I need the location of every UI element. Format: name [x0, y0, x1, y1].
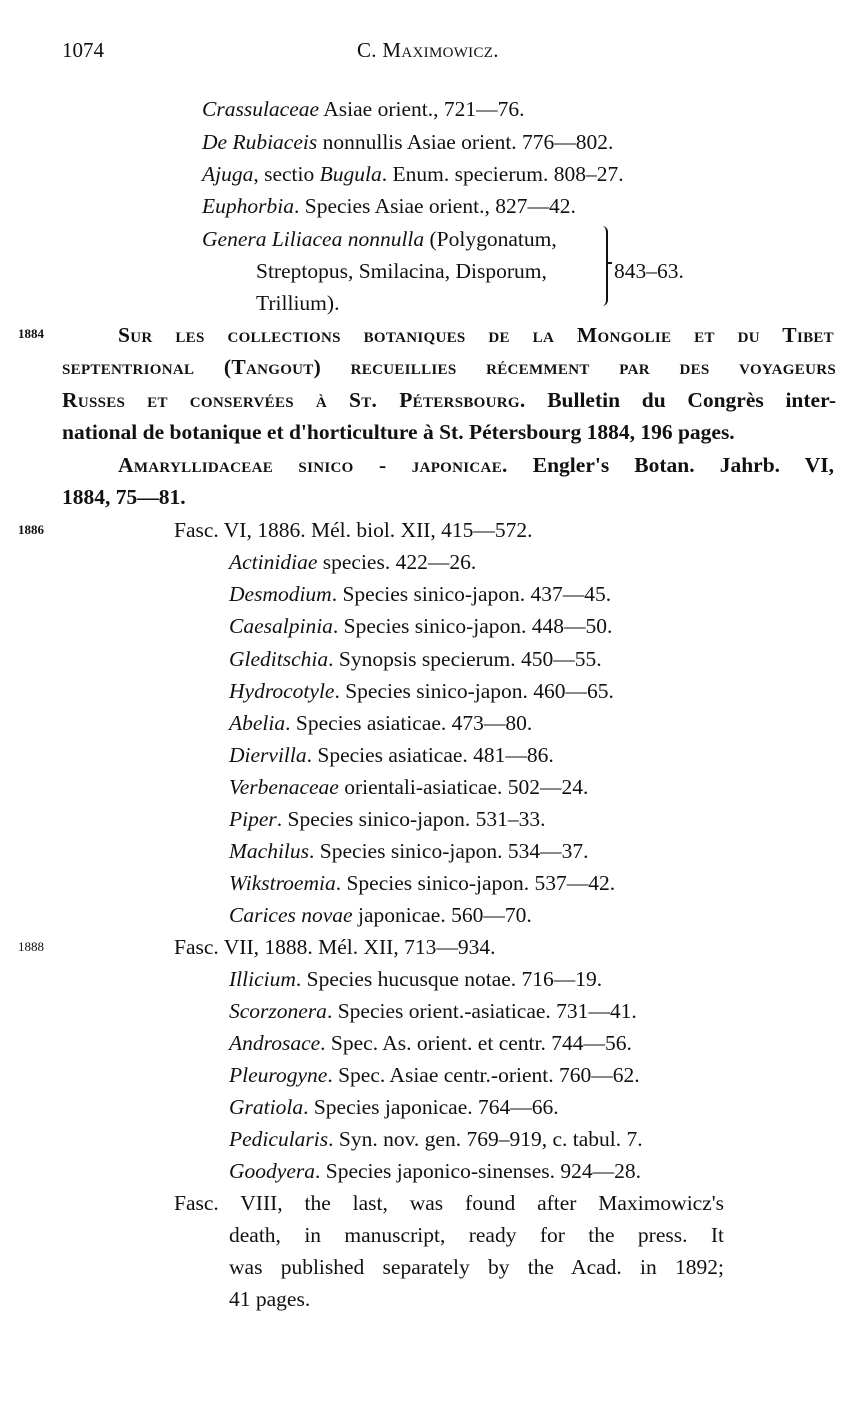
list-item: Scorzonera. Species orient.-asiaticae. 731—41. — [229, 999, 637, 1023]
list-item: De Rubiaceis nonnullis Asiae orient. 776—802. — [202, 130, 614, 154]
publication-title: septentrional (Tangout) recueillies récemment par des voyageurs — [62, 355, 836, 379]
list-item: Illicium. Species hucusque notae. 716—19. — [229, 967, 603, 991]
list-item: Androsace. Spec. As. orient. et centr. 744—56. — [229, 1031, 632, 1055]
fascicle-heading: Fasc. VI, 1886. Mél. biol. XII, 415—572. — [174, 518, 533, 542]
year-marker: 1888 — [18, 939, 44, 954]
page-range: 843–63. — [614, 259, 684, 283]
publication-title: Amaryllidaceae sinico - japonicae. Engler's Botan. Jahrb. VI, — [118, 453, 834, 477]
list-item: Pedicularis. Syn. nov. gen. 769–919, c. tabul. 7. — [229, 1127, 643, 1151]
year-marker: 1886 — [18, 522, 44, 537]
list-item: Wikstroemia. Species sinico-japon. 537—42. — [229, 871, 616, 895]
list-item: Goodyera. Species japonico-sinenses. 924—28. — [229, 1159, 642, 1183]
list-item: Diervilla. Species asiaticae. 481—86. — [229, 743, 554, 767]
note-text: death, in manuscript, ready for the press. It — [229, 1223, 724, 1247]
list-item: Piper. Species sinico-japon. 531–33. — [229, 807, 546, 831]
list-item: Ajuga, sectio Bugula. Enum. specierum. 808–27. — [202, 162, 624, 186]
list-item: Crassulaceae Asiae orient., 721—76. — [202, 97, 525, 121]
note-text: was published separately by the Acad. in 1892; — [229, 1255, 724, 1279]
page-number: 1074 — [62, 38, 104, 62]
list-item: Euphorbia. Species Asiae orient., 827—42. — [202, 194, 576, 218]
fascicle-heading: Fasc. VII, 1888. Mél. XII, 713—934. — [174, 935, 496, 959]
note-text: Fasc. VIII, the last, was found after Maximowicz's — [174, 1191, 724, 1215]
year-marker: 1884 — [18, 326, 44, 341]
list-item: Hydrocotyle. Species sinico-japon. 460—65. — [229, 679, 614, 703]
list-item: Desmodium. Species sinico-japon. 437—45. — [229, 582, 612, 606]
running-title: C. Maximowicz. — [357, 38, 499, 62]
list-item: Genera Liliacea nonnulla (Polygonatum, — [202, 227, 557, 251]
list-item: Machilus. Species sinico-japon. 534—37. — [229, 839, 589, 863]
publication-source: 1884, 75—81. — [62, 485, 186, 509]
publication-source: national de botanique et d'horticulture à St. Pétersbourg 1884, 196 pages. — [62, 420, 735, 444]
publication-title: Russes et conservées à St. Pétersbourg. Bulletin du Congrès inter- — [62, 388, 836, 412]
list-item-continuation: Streptopus, Smilacina, Disporum, — [256, 259, 547, 283]
note-text: 41 pages. — [229, 1287, 311, 1311]
list-item: Verbenaceae orientali-asiaticae. 502—24. — [229, 775, 589, 799]
list-item: Carices novae japonicae. 560—70. — [229, 903, 532, 927]
list-item: Caesalpinia. Species sinico-japon. 448—50. — [229, 614, 613, 638]
list-item: Gratiola. Species japonicae. 764—66. — [229, 1095, 559, 1119]
list-item: Actinidiae species. 422—26. — [229, 550, 477, 574]
list-item: Gleditschia. Synopsis specierum. 450—55. — [229, 647, 602, 671]
publication-title: Sur les collections botaniques de la Mongolie et du Tibet — [118, 323, 834, 347]
list-item: Pleurogyne. Spec. Asiae centr.-orient. 760—62. — [229, 1063, 640, 1087]
list-item: Abelia. Species asiaticae. 473—80. — [229, 711, 533, 735]
brace-tip — [606, 262, 612, 264]
right-brace — [598, 226, 608, 306]
list-item-continuation: Trillium). — [256, 291, 340, 315]
